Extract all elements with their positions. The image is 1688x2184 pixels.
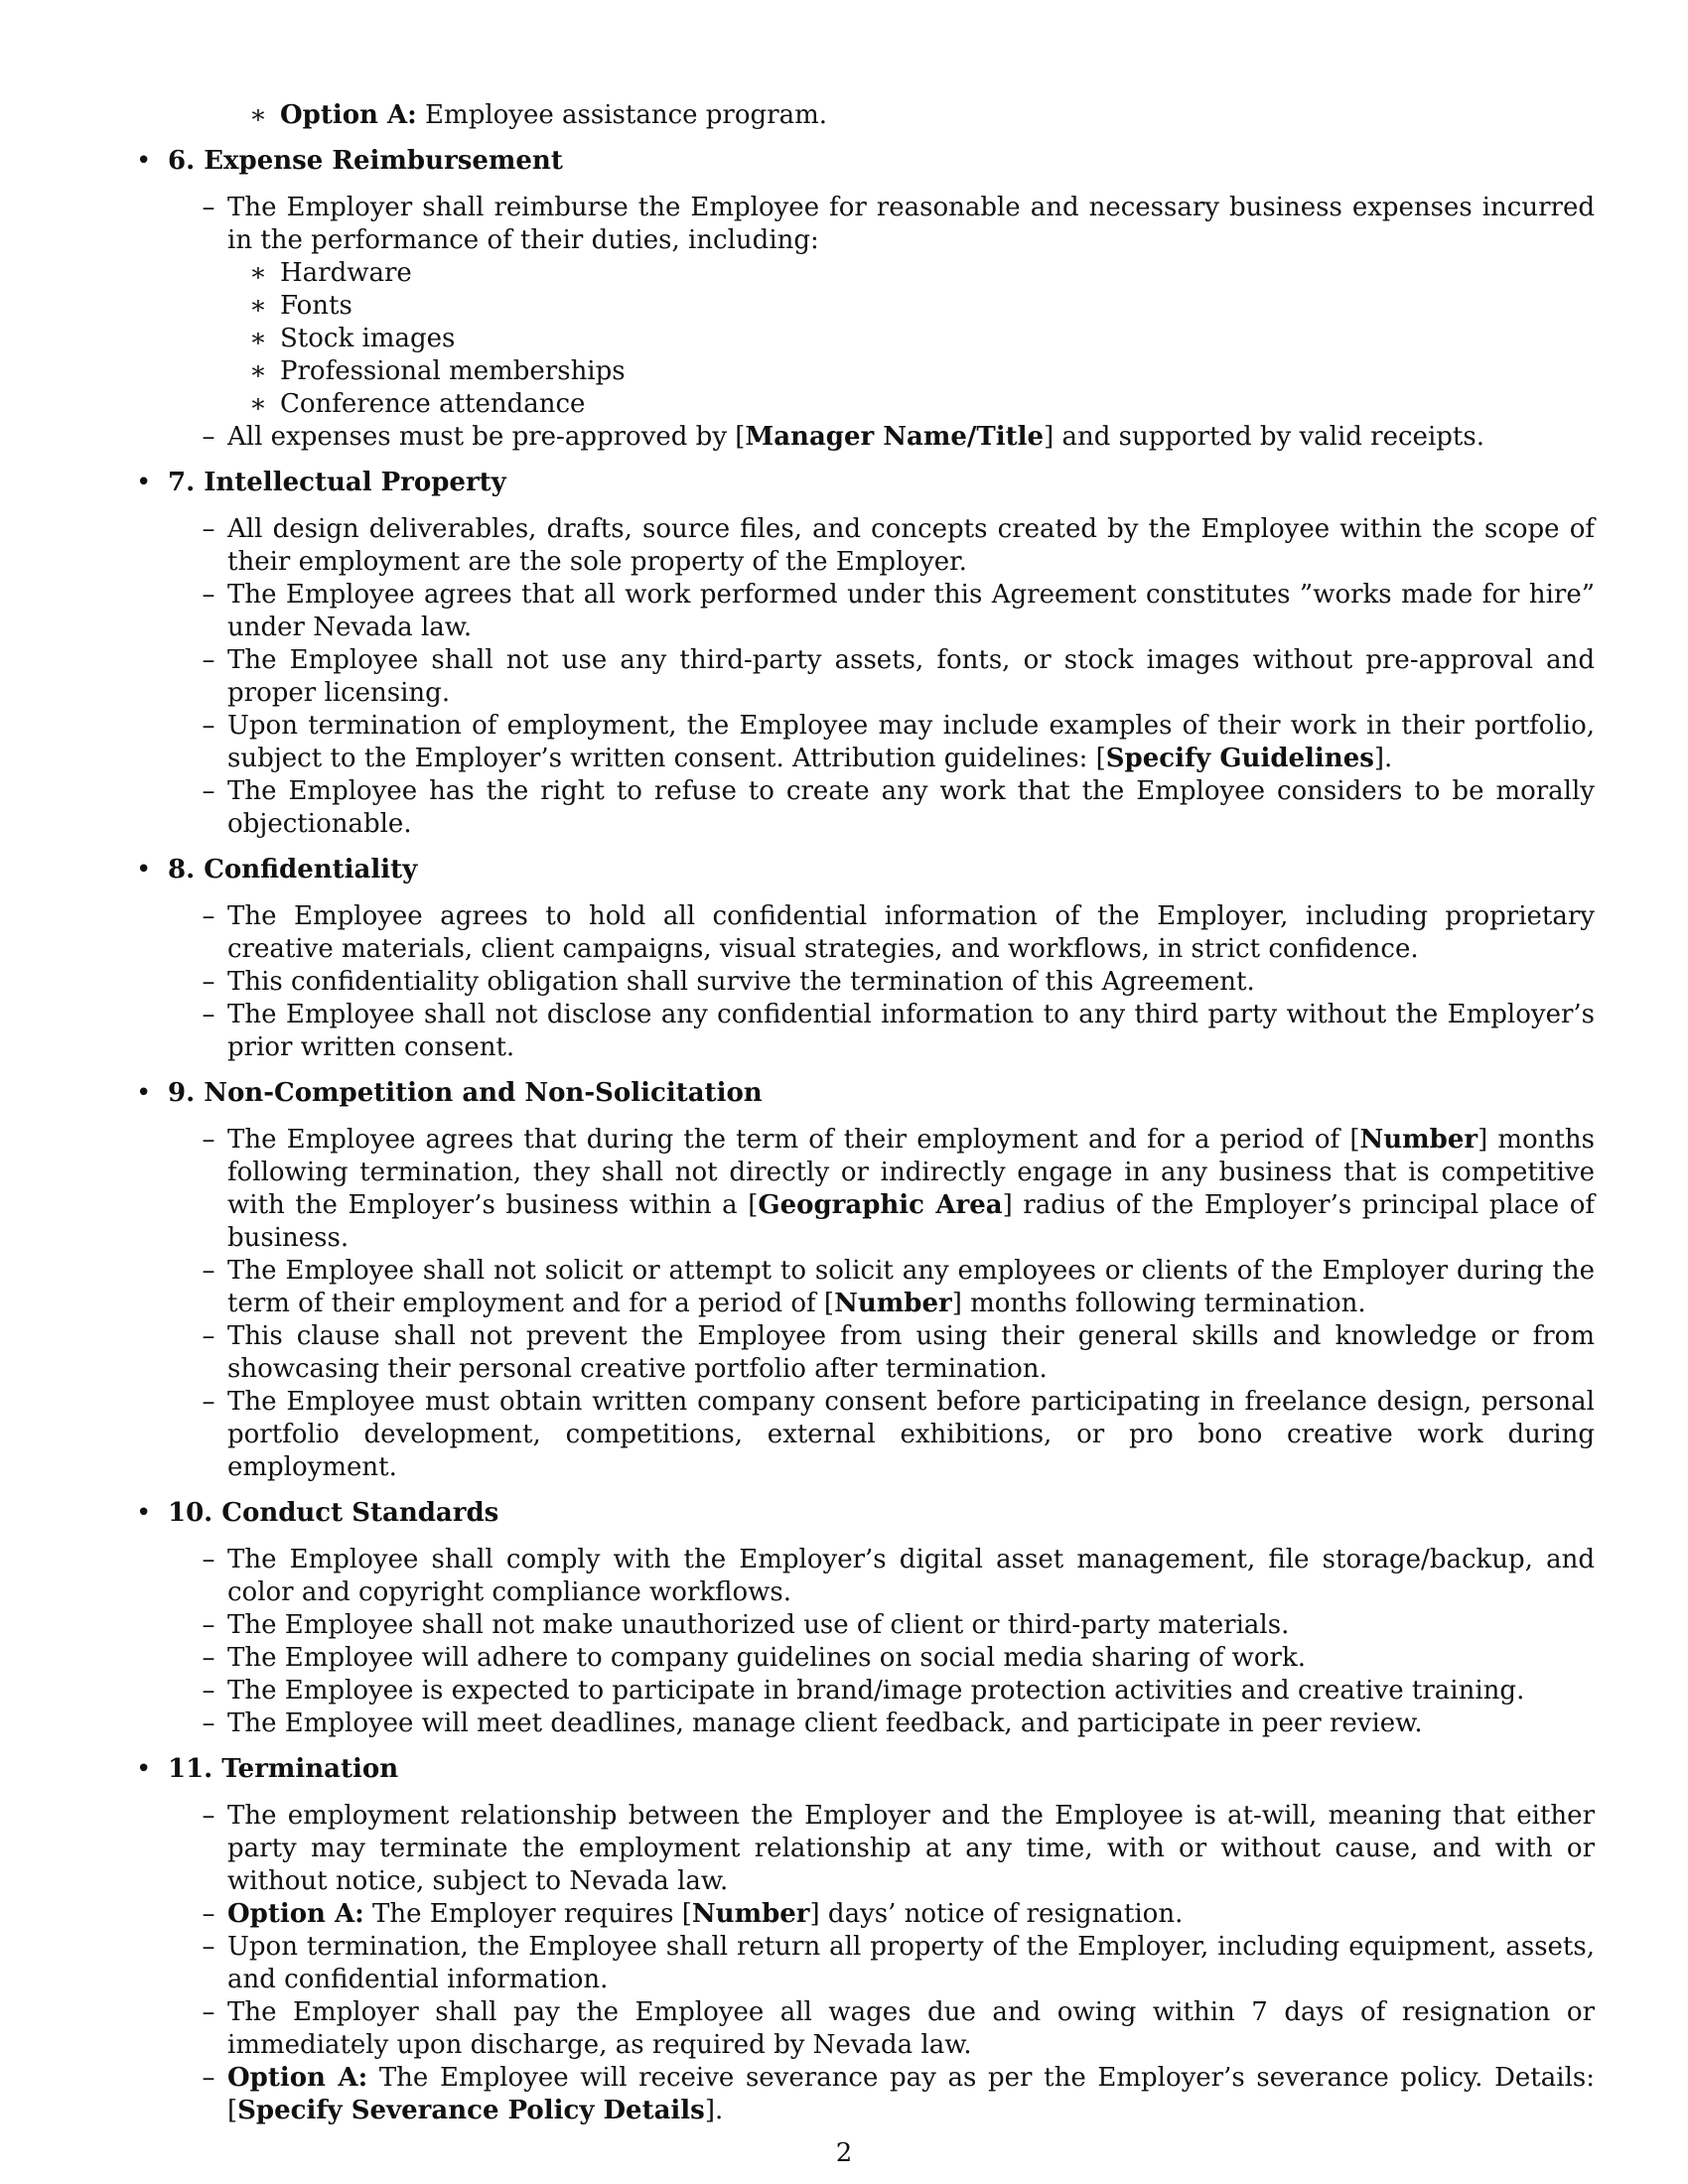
section-heading: • 9. Non-Competition and Non-Solicitation — [136, 1078, 763, 1108]
asterisk-bullet-icon: ∗ — [249, 356, 267, 386]
list-item: – The Employee will adhere to company guidelines on social media sharing of work. — [131, 1642, 1595, 1675]
dash-bullet-icon: – — [202, 193, 215, 222]
list-item: ∗ Professional memberships — [249, 356, 626, 386]
dash-bullet-icon: – — [202, 514, 215, 544]
dash-bullet-icon: – — [202, 967, 215, 997]
asterisk-bullet-icon: ∗ — [249, 291, 267, 321]
list-item: – This confidentiality obligation shall survive the termination of this Agreement. — [131, 966, 1595, 999]
dash-bullet-icon: – — [202, 1545, 215, 1574]
dash-bullet-icon: – — [202, 711, 215, 741]
list-item: – All design deliverables, drafts, source files, and concepts created by the Employee within the scope of their employment are the sole property of the Employer. — [131, 513, 1595, 579]
asterisk-bullet-icon: ∗ — [249, 100, 267, 130]
document-body — [131, 99, 1595, 2127]
list-item: – The Employee shall comply with the Employer’s digital asset management, file storage/backup, and color and copyright compliance workflows. — [131, 1544, 1595, 1609]
asterisk-bullet-icon: ∗ — [249, 389, 267, 419]
list-item: – The Employee agrees that during the term of their employment and for a period of [Number] months following termination, they shall not directly or indirectly engage in any business that is competitive with the Employer’s business within a [Geographic Area] radius of the Employer’s principal place of business. — [131, 1124, 1595, 1255]
item-text: Employee assistance program. — [416, 100, 828, 130]
list-item: – The Employer shall reimburse the Employee for reasonable and necessary business expenses incurred in the performance of their duties, including: — [131, 192, 1595, 257]
list-item: ∗ Conference attendance — [249, 389, 586, 419]
dash-bullet-icon: – — [202, 1000, 215, 1029]
dash-bullet-icon: – — [202, 2063, 215, 2093]
dash-bullet-icon: – — [202, 1801, 215, 1831]
section-heading: • 10. Conduct Standards — [136, 1498, 499, 1528]
list-item: – Option A: The Employee will receive severance pay as per the Employer’s severance policy. Details: [Specify Severance Policy Details]. — [131, 2062, 1595, 2127]
list-item: – The Employee shall not disclose any confidential information to any third party without the Employer’s prior written consent. — [131, 999, 1595, 1064]
dash-bullet-icon: – — [202, 645, 215, 675]
bullet-icon: • — [136, 1754, 152, 1784]
dash-bullet-icon: – — [202, 776, 215, 806]
bullet-icon: • — [136, 146, 152, 176]
section-conduct-standards — [131, 1497, 1595, 1740]
list-item: – Upon termination, the Employee shall return all property of the Employer, including equipment, assets, and confidential information. — [131, 1931, 1595, 1996]
dash-bullet-icon: – — [202, 1899, 215, 1929]
dash-bullet-icon: – — [202, 1387, 215, 1417]
asterisk-bullet-icon: ∗ — [249, 324, 267, 353]
dash-bullet-icon: – — [202, 1676, 215, 1706]
list-item: – The Employee is expected to participate in brand/image protection activities and creative training. — [131, 1675, 1595, 1707]
dash-bullet-icon: – — [202, 1643, 215, 1673]
dash-bullet-icon: – — [202, 1256, 215, 1286]
list-item: – The Employee shall not solicit or attempt to solicit any employees or clients of the Employer during the term of their employment and for a period of [Number] months following termination. — [131, 1255, 1595, 1320]
section-non-competition — [131, 1077, 1595, 1484]
list-item: – The Employee must obtain written company consent before participating in freelance design, personal portfolio development, competitions, external exhibitions, or pro bono creative work during employment. — [131, 1386, 1595, 1484]
section-heading: • 11. Termination — [136, 1754, 399, 1784]
bullet-icon: • — [136, 1498, 152, 1528]
dash-bullet-icon: – — [202, 1932, 215, 1962]
dash-bullet-icon: – — [202, 1610, 215, 1640]
section-heading: • 6. Expense Reimbursement — [136, 146, 563, 176]
dash-bullet-icon: – — [202, 901, 215, 931]
bullet-icon: • — [136, 468, 152, 497]
list-item: – The Employee agrees that all work performed under this Agreement constitutes ”works made for hire” under Nevada law. — [131, 579, 1595, 644]
dash-bullet-icon: – — [202, 580, 215, 610]
dash-bullet-icon: – — [202, 1321, 215, 1351]
section-termination — [131, 1753, 1595, 2127]
asterisk-bullet-icon: ∗ — [249, 258, 267, 288]
list-item — [131, 99, 1595, 132]
list-item: – The Employee will meet deadlines, manage client feedback, and participate in peer review. — [131, 1707, 1595, 1740]
option-label: Option A: — [280, 100, 417, 130]
section-expense-reimbursement — [131, 145, 1595, 454]
section-confidentiality — [131, 854, 1595, 1064]
dash-bullet-icon: – — [202, 422, 215, 452]
list-item: ∗ Hardware — [249, 258, 412, 288]
list-item: – Upon termination of employment, the Employee may include examples of their work in their portfolio, subject to the Employer’s written consent. Attribution guidelines: [Specify Guidelines]. — [131, 710, 1595, 775]
list-item: – The Employee shall not use any third-party assets, fonts, or stock images without pre-approval and proper licensing. — [131, 644, 1595, 710]
bullet-icon: • — [136, 1078, 152, 1108]
section-heading: • 7. Intellectual Property — [136, 468, 506, 497]
list-item: – The Employer shall pay the Employee all wages due and owing within 7 days of resignation or immediately upon discharge, as required by Nevada law. — [131, 1996, 1595, 2062]
list-item: ∗ Fonts — [249, 291, 352, 321]
list-item: – This clause shall not prevent the Employee from using their general skills and knowledge or from showcasing their personal creative portfolio after termination. — [131, 1320, 1595, 1386]
list-item: – The Employee shall not make unauthorized use of client or third-party materials. — [131, 1609, 1595, 1642]
dash-bullet-icon: – — [202, 1997, 215, 2027]
list-item: – All expenses must be pre-approved by [Manager Name/Title] and supported by valid receipts. — [131, 421, 1595, 454]
section-heading: • 8. Confidentiality — [136, 855, 418, 885]
section-intellectual-property — [131, 467, 1595, 841]
dash-bullet-icon: – — [202, 1125, 215, 1155]
list-item: – The Employee agrees to hold all confidential information of the Employer, including proprietary creative materials, client campaigns, visual strategies, and workflows, in strict confidence. — [131, 900, 1595, 966]
list-item: – Option A: The Employer requires [Number] days’ notice of resignation. — [131, 1898, 1595, 1931]
list-item: ∗ Stock images — [249, 324, 456, 353]
bullet-icon: • — [136, 855, 152, 885]
page-number: 2 — [835, 2138, 853, 2168]
dash-bullet-icon: – — [202, 1708, 215, 1738]
list-item: – The Employee has the right to refuse to create any work that the Employee considers to be morally objectionable. — [131, 775, 1595, 841]
list-item: – The employment relationship between the Employer and the Employee is at-will, meaning that either party may terminate the employment relationship at any time, with or without cause, and with or without notice, subject to Nevada law. — [131, 1800, 1595, 1898]
